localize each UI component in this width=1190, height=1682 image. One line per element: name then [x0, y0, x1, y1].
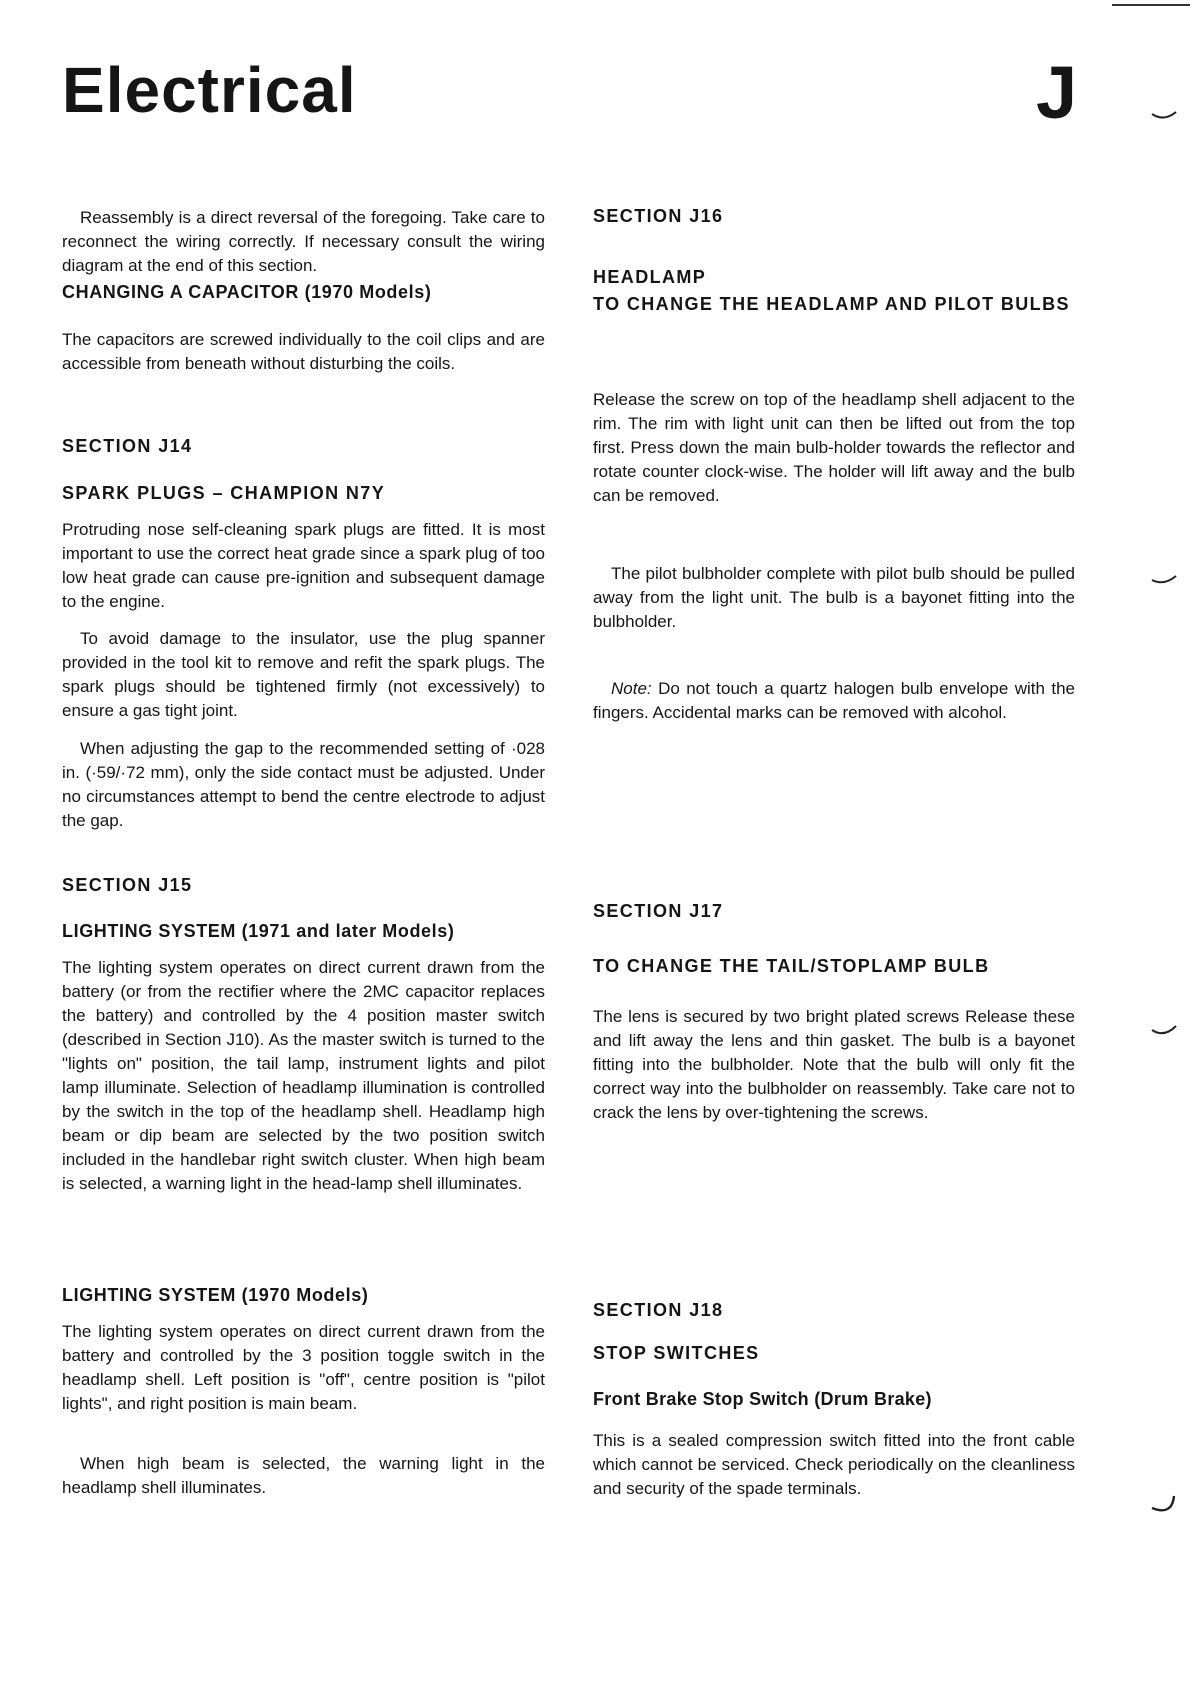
- spark-plugs-paragraph: When adjusting the gap to the recommended setting of ·028 in. (·59/·72 mm), only the side contact must be adjusted. Under no circumstances attempt to bend the centre electrode to adjust the gap.: [62, 739, 545, 830]
- spark-plugs-paragraph: To avoid damage to the insulator, use the plug spanner provided in the tool kit to remove and refit the spark plugs. The spark plugs should be tightened firmly (not excessively) to ensure a gas tight joint.: [62, 629, 545, 720]
- lighting-system-1970-heading: LIGHTING SYSTEM (1970 Models): [62, 1285, 369, 1305]
- section-j17-label: SECTION J17: [593, 901, 724, 921]
- lighting-system-1970-paragraph: When high beam is selected, the warning light in the headlamp shell illuminates.: [62, 1454, 545, 1497]
- spark-plugs-paragraph: Protruding nose self-cleaning spark plugs are fitted. It is most important to use the correct heat grade since a spark plug of too low heat grade can cause pre-ignition and subsequent damage to the engine.: [62, 520, 545, 611]
- halogen-note-paragraph: [593, 677, 1075, 725]
- lighting-system-1971-paragraph: The lighting system operates on direct current drawn from the battery (or from the rectifier where the 2MC capacitor replaces the battery) and controlled by the 4 position master switch (described in Section J10). As the master switch is turned to the "lights on" position, the tail lamp, instrument lights and pilot lamp illuminate. Selection of headlamp illumination is controlled by the switch in the top of the headlamp shell. Headlamp high beam or dip beam are selected by the two position switch included in the handlebar right switch cluster. When high beam is selected, a warning light in the head-lamp shell illuminates.: [62, 958, 545, 1193]
- tail-stoplamp-heading: TO CHANGE THE TAIL/STOPLAMP BULB: [593, 956, 990, 976]
- headlamp-paragraph: Release the screw on top of the headlamp shell adjacent to the rim. The rim with light unit can then be lifted out from the top first. Press down the main bulb-holder towards the reflector and rotate counter clock-wise. The holder will lift away and the bulb can be removed.: [593, 390, 1075, 505]
- spark-plugs-heading: SPARK PLUGS – CHAMPION N7Y: [62, 483, 386, 503]
- change-headlamp-heading: TO CHANGE THE HEADLAMP AND PILOT BULBS: [593, 294, 1070, 314]
- tail-stoplamp-paragraph: The lens is secured by two bright plated screws Release these and lift away the lens and thin gasket. The bulb is a bayonet fitting into the bulbholder. Note that the bulb will only fit the correct way into the bulbholder on reassembly. Take care not to crack the lens by over-tightening the screws.: [593, 1007, 1075, 1122]
- section-j14-label: SECTION J14: [62, 436, 193, 456]
- reassembly-paragraph: Reassembly is a direct reversal of the foregoing. Take care to reconnect the wiring correctly. If necessary consult the wiring diagram at the end of this section.: [62, 208, 545, 275]
- note-text: Do not touch a quartz halogen bulb envelope with the fingers. Accidental marks can be removed with alcohol.: [593, 679, 1075, 722]
- stop-switch-paragraph: This is a sealed compression switch fitted into the front cable which cannot be serviced. Check periodically on the cleanliness and security of the spade terminals.: [593, 1431, 1075, 1498]
- punch-hole-mark: [1150, 96, 1180, 126]
- lighting-system-1970-paragraph: The lighting system operates on direct current drawn from the battery and controlled by the 3 position toggle switch in the headlamp shell. Left position is "off", centre position is "pilot lights", and right position is main beam.: [62, 1322, 545, 1413]
- capacitor-paragraph: The capacitors are screwed individually to the coil clips and are accessible from beneath without disturbing the coils.: [62, 330, 545, 373]
- lighting-system-1971-heading: LIGHTING SYSTEM (1971 and later Models): [62, 921, 455, 941]
- section-j16-label: SECTION J16: [593, 206, 724, 226]
- note-label: Note:: [611, 679, 652, 698]
- front-brake-stop-switch-heading: Front Brake Stop Switch (Drum Brake): [593, 1389, 932, 1409]
- section-j18-label: SECTION J18: [593, 1300, 724, 1320]
- section-j15-label: SECTION J15: [62, 875, 193, 895]
- page-title: Electrical: [62, 54, 357, 126]
- punch-hole-mark: [1150, 1490, 1180, 1520]
- top-edge-rule: [1112, 4, 1190, 6]
- section-letter: J: [1036, 51, 1078, 134]
- punch-hole-mark: [1150, 1016, 1180, 1046]
- headlamp-heading: HEADLAMP: [593, 267, 707, 287]
- stop-switches-heading: STOP SWITCHES: [593, 1343, 760, 1363]
- punch-hole-mark: [1150, 562, 1180, 592]
- pilot-bulb-paragraph: The pilot bulbholder complete with pilot bulb should be pulled away from the light unit. The bulb is a bayonet fitting into the bulbholder.: [593, 564, 1075, 631]
- capacitor-heading: CHANGING A CAPACITOR (1970 Models): [62, 282, 432, 302]
